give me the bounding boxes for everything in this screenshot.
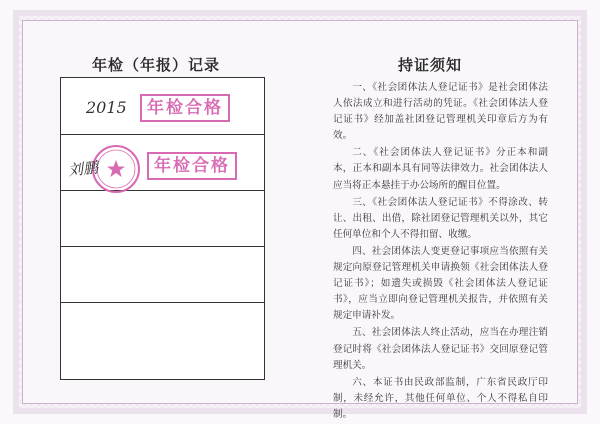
inspection-passed-stamp: 年检合格 bbox=[147, 152, 237, 180]
notice-item: 一、《社会团体法人登记证书》是社会团体法人依法成立和进行活动的凭证。《社会团体法人登记证书》经加盖社团登记管理机关印章后方为有效。 bbox=[333, 82, 548, 142]
notice-item: 二、《社会团体法人登记证书》分正本和副本，正本和副本具有同等法律效力。社会团体法人应当将正本悬挂于办公场所的醒目位置。 bbox=[333, 147, 548, 191]
notice-item: 六、本证书由民政部监制，广东省民政厅印制，未经允许，其他任何单位、个人不得私自印制。 bbox=[333, 376, 548, 420]
handwritten-year: 2015 bbox=[86, 98, 127, 117]
notice-title: 持证须知 bbox=[398, 56, 463, 74]
table-row-divider bbox=[61, 246, 264, 247]
inspection-passed-stamp: 年检合格 bbox=[140, 94, 230, 122]
table-row-divider bbox=[61, 134, 264, 135]
notice-body bbox=[333, 80, 548, 424]
notice-item: 三、《社会团体法人登记证书》不得涂改、转让、出租、出借，除社团登记管理机关以外，其它任何单位和个人不得扣留、收缴。 bbox=[333, 196, 548, 240]
inspection-record-table bbox=[60, 77, 265, 380]
notice-item: 五、社会团体法人终止活动，应当在办理注销登记时将《社会团体法人登记证书》交回原登记管理机关。 bbox=[333, 327, 548, 371]
annual-inspection-title: 年检（年报）记录 bbox=[92, 56, 221, 74]
notice-item: 四、社会团体法人变更登记事项应当依照有关规定向原登记管理机关申请换领《社会团体法人登记证书》；如遗失或损毁《社会团体法人登记证书》，应当立即向登记管理机关报告，并依照有关规定申请补发。 bbox=[333, 245, 548, 322]
table-row-divider bbox=[61, 302, 264, 303]
handwritten-signature: 刘鹏 bbox=[67, 158, 99, 180]
